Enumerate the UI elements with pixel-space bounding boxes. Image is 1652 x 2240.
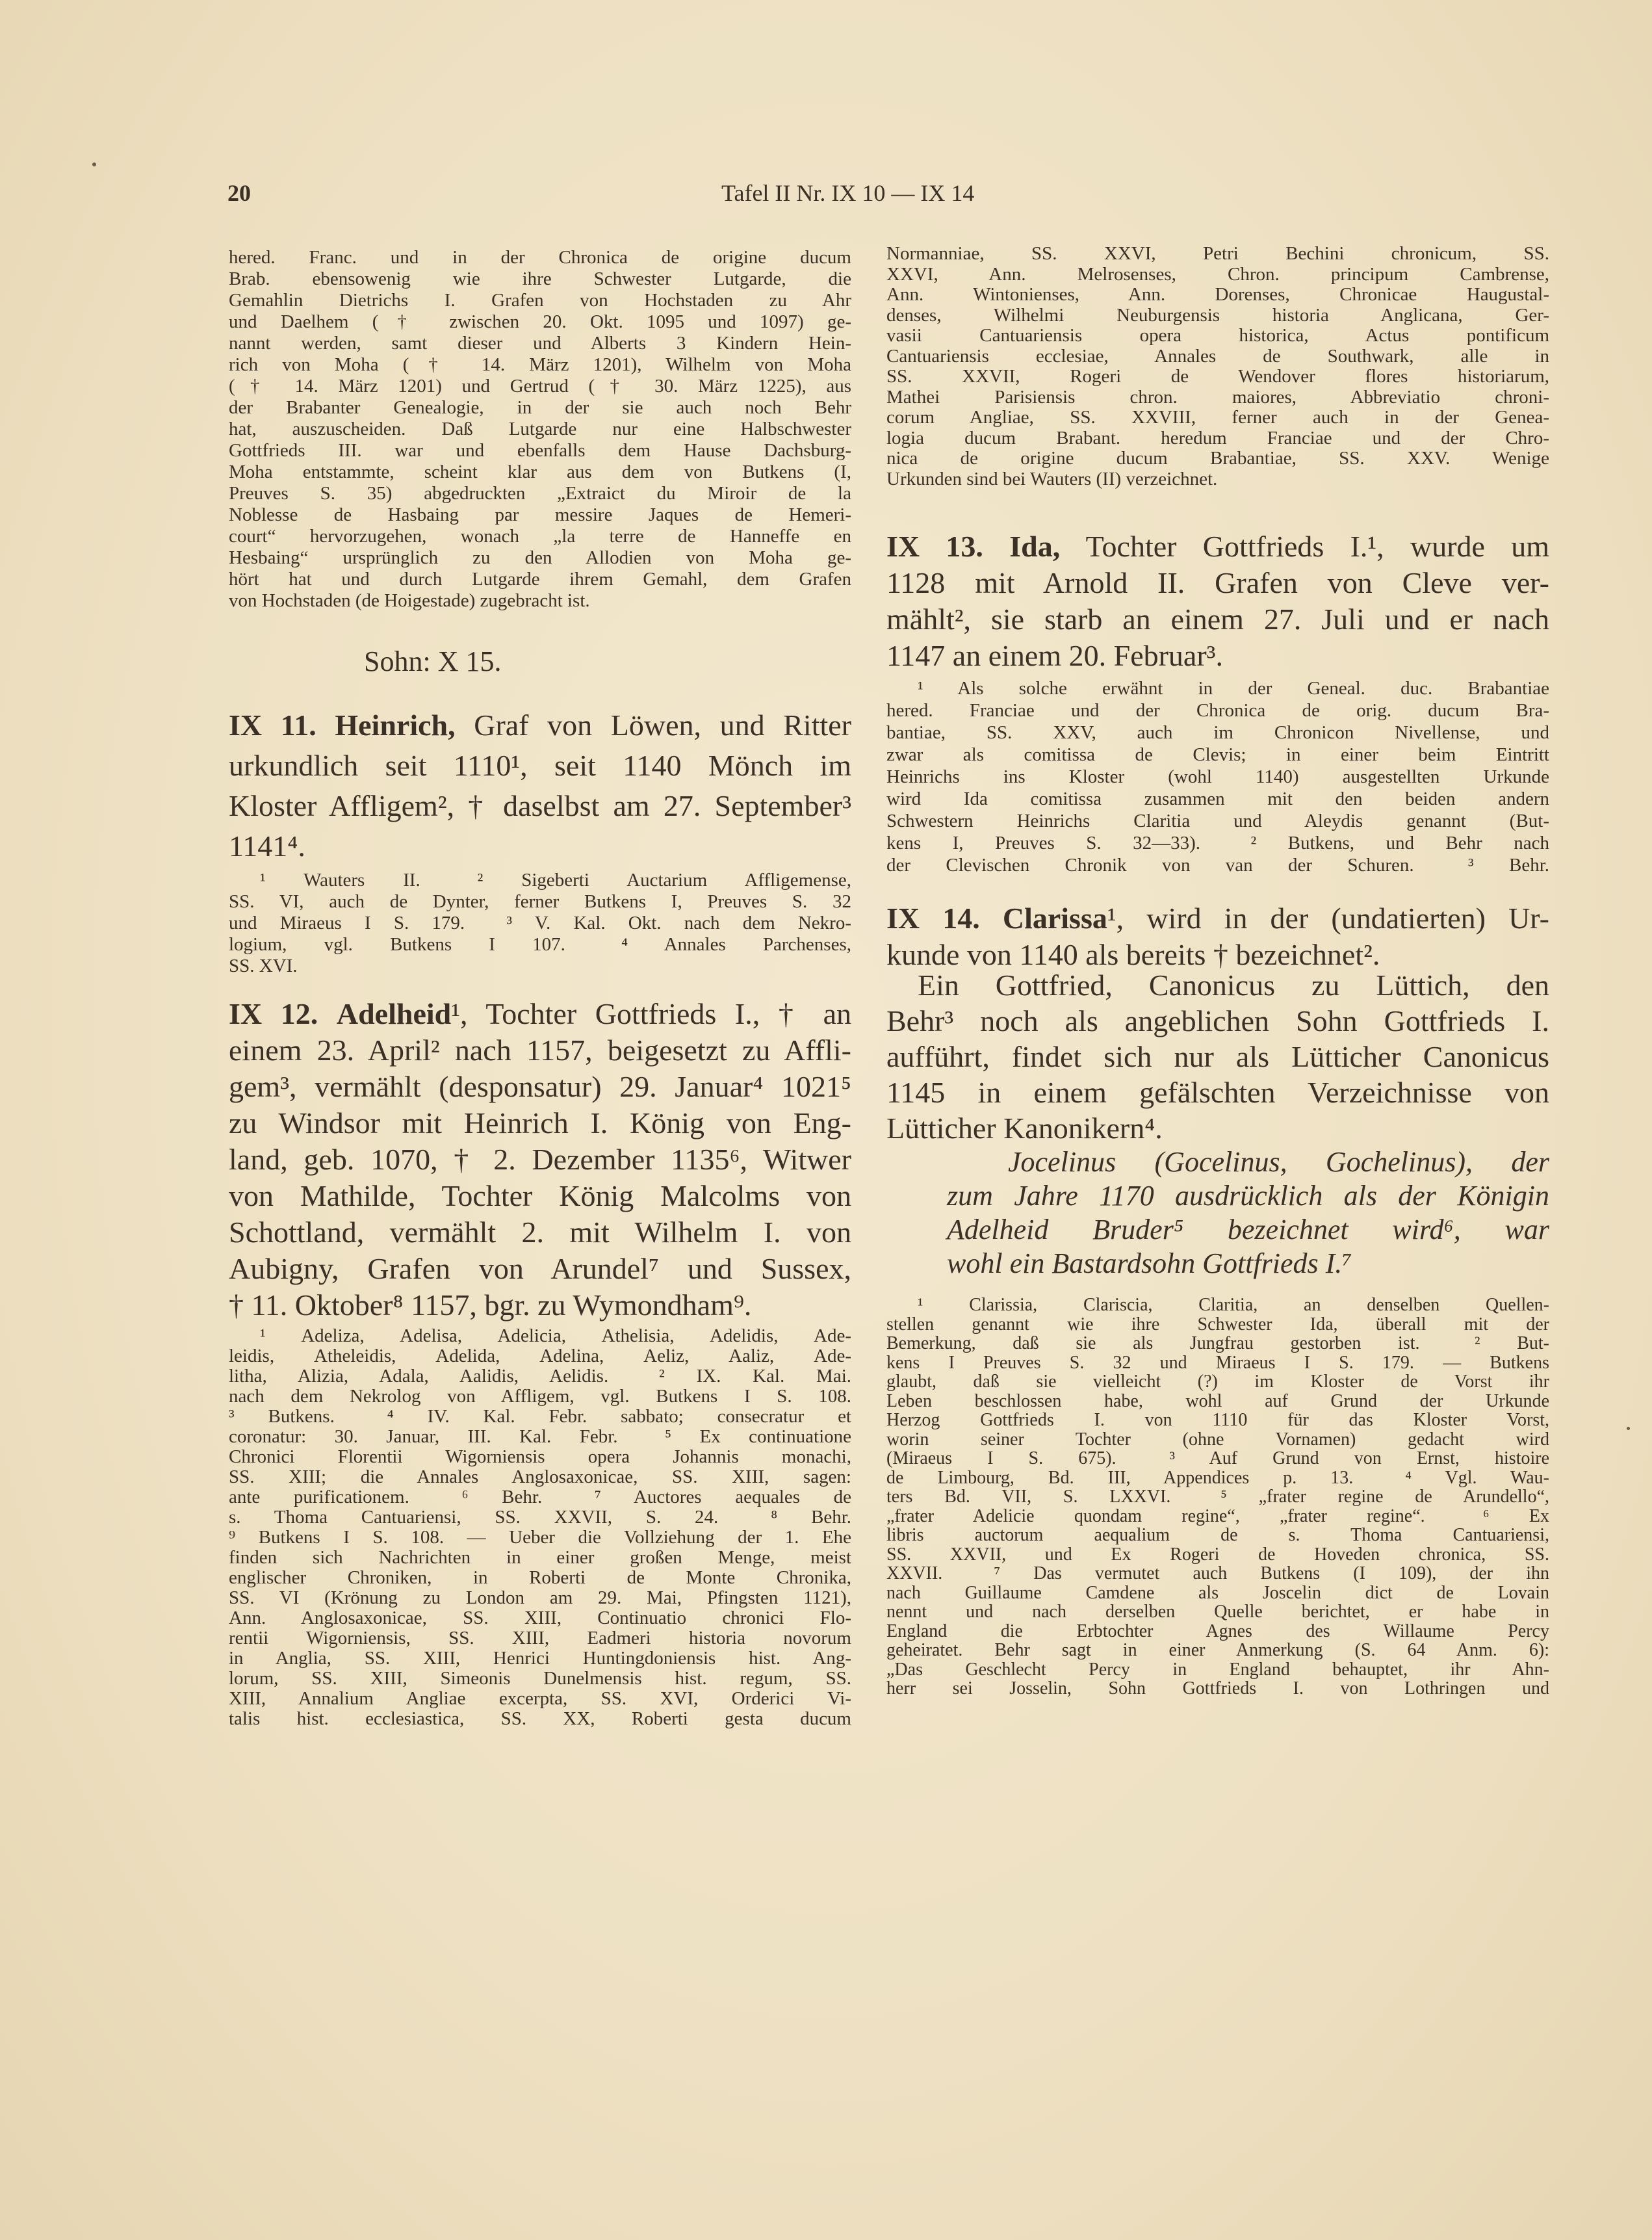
text-line: land, geb. 1070, † 2. Dezember 1135⁶, Witwer bbox=[229, 1143, 851, 1176]
text-line: glaubt, daß sie vielleicht (?) im Kloster de Vorst ihr bbox=[886, 1372, 1549, 1392]
entry-ix-13 bbox=[886, 528, 1549, 674]
text-line: Herzog Gottfrieds I. von 1110 für das Kloster Vorst, bbox=[886, 1410, 1549, 1430]
text-line: Chronici Florentii Wigorniensis opera Johannis monachi, bbox=[229, 1446, 851, 1467]
text-line: aufführt, findet sich nur als Lütticher Canonicus bbox=[886, 1040, 1549, 1073]
text-line: hered. Franc. und in der Chronica de origine ducum bbox=[229, 247, 851, 268]
entry-heading-rest: ¹, Tochter Gottfrieds I., † an bbox=[451, 997, 852, 1030]
text-line: ¹ Als solche erwähnt in der Geneal. duc. Brabantiae bbox=[918, 678, 1549, 699]
intro-paragraph-left bbox=[229, 247, 851, 612]
text-line: SS. VI (Krönung zu London am 29. Mai, Pfingsten 1121), bbox=[229, 1587, 851, 1608]
text-line: ¹ Wauters II. ² Sigeberti Auctarium Affligemense, bbox=[260, 870, 851, 891]
text-line: kens I, Preuves S. 32—33). ² Butkens, und Behr nach bbox=[886, 833, 1549, 853]
text-line: mählt², sie starb an einem 27. Juli und er nach bbox=[886, 603, 1549, 636]
text-line: „Das Geschlecht Percy in England behauptet, ihr Ahn- bbox=[886, 1659, 1549, 1680]
text-line: stellen genannt wie ihre Schwester Ida, überall mit der bbox=[886, 1314, 1549, 1335]
entry-heading-rest: Graf von Löwen, und Ritter bbox=[455, 709, 851, 742]
footnotes-ix-14 bbox=[886, 1296, 1549, 1699]
text-line: (Miraeus I S. 675). ³ Auf Grund von Ernst, histoire bbox=[886, 1448, 1549, 1468]
text-line: hat, auszuscheiden. Daß Lutgarde nur eine Halbschwester bbox=[229, 419, 851, 439]
entry-ix-14 bbox=[886, 900, 1549, 973]
text-line: nach Guillaume Camdene als Joscelin dict de Lovain bbox=[886, 1582, 1549, 1603]
text-line: wird Ida comitissa zusammen mit den beiden andern bbox=[886, 788, 1549, 809]
son-reference: Sohn: X 15. bbox=[364, 645, 502, 677]
text-line: ³ Butkens. ⁴ IV. Kal. Febr. sabbato; consecratur et bbox=[229, 1406, 851, 1427]
text-line: herr sei Josselin, Sohn Gottfrieds I. von Lothringen und bbox=[886, 1678, 1549, 1699]
text-line: († 14. März 1201) und Gertrud († 30. März 1225), aus bbox=[229, 376, 851, 397]
entry-body bbox=[229, 1032, 851, 1323]
footnotes-ix-13 bbox=[886, 677, 1549, 876]
entry-heading-line bbox=[229, 705, 851, 746]
text-line: hered. Franciae und der Chronica de orig. ducum Bra- bbox=[886, 700, 1549, 721]
text-line: nach dem Nekrolog von Affligem, vgl. Butkens I S. 108. bbox=[229, 1386, 851, 1407]
text-line: 1128 mit Arnold II. Grafen von Cleve ver- bbox=[886, 566, 1549, 599]
entry-heading-line bbox=[886, 528, 1549, 565]
entry-name: Heinrich, bbox=[335, 709, 456, 742]
text-line: vasii Cantuariensis opera historica, Actus pontificum bbox=[886, 325, 1549, 346]
jocelinus-paragraph bbox=[947, 1145, 1549, 1281]
text-line: Moha entstammte, scheint klar aus dem von Butkens (I, bbox=[229, 462, 851, 482]
entry-name: Clarissa bbox=[1002, 902, 1107, 935]
text-line: Lütticher Kanonikern⁴. bbox=[886, 1112, 1163, 1145]
text-line: Cantuariensis ecclesiae, Annales de Southwark, alle in bbox=[886, 345, 1549, 367]
paper-speck bbox=[1627, 1427, 1630, 1430]
text-line: von Hochstaden (de Hoigestade) zugebracht ist. bbox=[229, 590, 590, 611]
text-line: Leben beschlossen habe, wohl auf Grund der Urkunde bbox=[886, 1390, 1549, 1411]
text-line: wohl ein Bastardsohn Gottfrieds I.⁷ bbox=[947, 1247, 1352, 1279]
text-line: finden sich Nachrichten in einer großen Menge, meist bbox=[229, 1547, 851, 1568]
text-line: court“ hervorzugehen, wonach „la terre de Hanneffe en bbox=[229, 526, 851, 547]
text-line: 1147 an einem 20. Februar³. bbox=[886, 639, 1223, 672]
entry-body bbox=[886, 565, 1549, 674]
text-line: logia ducum Brabant. heredum Franciae und der Chro- bbox=[886, 427, 1549, 449]
text-line: Heinrichs ins Kloster (wohl 1140) ausgestellten Urkunde bbox=[886, 766, 1549, 787]
text-line: geheiratet. Behr sagt in einer Anmerkung (S. 64 Anm. 6): bbox=[886, 1640, 1549, 1660]
gottfried-paragraph bbox=[886, 967, 1549, 1146]
text-line: und Miraeus I S. 179. ³ V. Kal. Okt. nach dem Nekro- bbox=[229, 913, 851, 933]
text-line: s. Thoma Cantuariensi, SS. XXVII, S. 24. ⁸ Behr. bbox=[229, 1507, 851, 1528]
text-line: XXVII. ⁷ Das vermutet auch Butkens (I 109), der ihn bbox=[886, 1563, 1549, 1583]
text-line: der Brabanter Genealogie, in der sie auch noch Behr bbox=[229, 397, 851, 418]
text-line: Ann. Wintonienses, Ann. Dorenses, Chronicae Haugustal- bbox=[886, 284, 1549, 305]
text-line: Gottfrieds III. war und ebenfalls dem Hause Dachsburg- bbox=[229, 440, 851, 461]
text-line: einem 23. April² nach 1157, beigesetzt zu Affli- bbox=[229, 1034, 851, 1067]
text-line: rentii Wigorniensis, SS. XIII, Eadmeri historia novorum bbox=[229, 1628, 851, 1648]
text-line: Schwestern Heinrichs Claritia und Aleydis genannt (But- bbox=[886, 811, 1549, 831]
text-line: lorum, SS. XIII, Simeonis Dunelmensis hist. regum, SS. bbox=[229, 1668, 851, 1689]
text-line: nennt und nach derselben Quelle berichtet, er habe in bbox=[886, 1602, 1549, 1622]
text-line: SS. VI, auch de Dynter, ferner Butkens I, Preuves S. 32 bbox=[229, 891, 851, 912]
text-line: Preuves S. 35) abgedruckten „Extraict du Miroir de la bbox=[229, 483, 851, 504]
text-line: Adelheid Bruder⁵ bezeichnet wird⁶, war bbox=[947, 1214, 1549, 1245]
entry-name: Ida, bbox=[1009, 530, 1061, 563]
text-line: worin seiner Tochter (ohne Vornamen) gedacht wird bbox=[886, 1429, 1549, 1450]
text-line: 1141⁴. bbox=[229, 829, 305, 863]
entry-label: IX 14. bbox=[886, 902, 980, 935]
text-line: Brab. ebensowenig wie ihre Schwester Lutgarde, die bbox=[229, 268, 851, 289]
text-line: kunde von 1140 als bereits † bezeichnet². bbox=[886, 938, 1380, 971]
text-line: talis hist. ecclesiastica, SS. XX, Roberti gesta ducum bbox=[229, 1708, 851, 1729]
text-line: rich von Moha († 14. März 1201), Wilhelm von Moha bbox=[229, 354, 851, 375]
text-line: Aubigny, Grafen von Arundel⁷ und Sussex, bbox=[229, 1252, 851, 1285]
text-line: SS. XXVII, Rogeri de Wendover flores historiarum, bbox=[886, 366, 1549, 387]
entry-name: Adelheid bbox=[336, 997, 452, 1030]
text-line: Jocelinus (Gocelinus, Gochelinus), der bbox=[1008, 1146, 1549, 1178]
text-line: nica de origine ducum Brabantiae, SS. XXV. Wenige bbox=[886, 448, 1549, 469]
text-line: von Mathilde, Tochter König Malcolms von bbox=[229, 1179, 851, 1212]
text-line: urkundlich seit 1110¹, seit 1140 Mönch im bbox=[229, 749, 851, 782]
text-line: litha, Alizia, Adala, Aalidis, Aelidis. ² IX. Kal. Mai. bbox=[229, 1366, 851, 1387]
text-line: englischer Chroniken, in Roberti de Monte Chronika, bbox=[229, 1567, 851, 1588]
text-line: zwar als comitissa de Clevis; in einer beim Eintritt bbox=[886, 744, 1549, 765]
footnotes-ix-12 bbox=[229, 1326, 851, 1729]
text-line: de Limbourg, Bd. III, Appendices p. 13. ⁴ Vgl. Wau- bbox=[886, 1467, 1549, 1488]
running-title: Tafel II Nr. IX 10 — IX 14 bbox=[721, 180, 975, 206]
intro-paragraph-right bbox=[886, 244, 1549, 489]
text-line: Urkunden sind bei Wauters (II) verzeichnet. bbox=[886, 468, 1218, 489]
entry-body bbox=[229, 746, 851, 866]
text-line: libris auctorum aequalium de s. Thoma Cantuariensi, bbox=[886, 1525, 1549, 1545]
text-line: corum Angliae, SS. XXVIII, ferner auch in der Genea- bbox=[886, 407, 1549, 428]
entry-ix-12 bbox=[229, 996, 851, 1323]
text-line: kens I Preuves S. 32 und Miraeus I S. 179. — Butkens bbox=[886, 1352, 1549, 1373]
text-line: SS. XVI. bbox=[229, 956, 298, 976]
paper-speck bbox=[92, 163, 96, 166]
entry-label: IX 13. bbox=[886, 530, 983, 563]
text-line: nannt werden, samt dieser und Alberts 3 Kindern Hein- bbox=[229, 333, 851, 354]
text-line: in Anglia, SS. XIII, Henrici Huntingdoniensis hist. Ang- bbox=[229, 1648, 851, 1669]
text-line: zu Windsor mit Heinrich I. König von Eng- bbox=[229, 1106, 851, 1140]
text-line: 1145 in einem gefälschten Verzeichnisse von bbox=[886, 1076, 1549, 1109]
text-line: ¹ Clarissia, Clariscia, Claritia, an denselben Quellen- bbox=[918, 1295, 1549, 1315]
entry-heading-line bbox=[229, 996, 851, 1032]
entry-ix-11 bbox=[229, 705, 851, 866]
text-line: ¹ Adeliza, Adelisa, Adelicia, Athelisia, Adelidis, Ade- bbox=[260, 1325, 851, 1346]
page-number: 20 bbox=[227, 180, 251, 206]
entry-heading-rest: Tochter Gottfrieds I.¹, wurde um bbox=[1060, 530, 1550, 563]
text-line: ante purificationem. ⁶ Behr. ⁷ Auctores aequales de bbox=[229, 1487, 851, 1507]
text-line: XXVI, Ann. Melrosenses, Chron. principum Cambrense, bbox=[886, 263, 1549, 285]
text-line: denses, Wilhelmi Neuburgensis historia Anglicana, Ger- bbox=[886, 304, 1549, 326]
text-line: † 11. Oktober⁸ 1157, bgr. zu Wymondham⁹. bbox=[229, 1288, 752, 1322]
text-line: Ein Gottfried, Canonicus zu Lüttich, den bbox=[918, 969, 1549, 1002]
text-line: Behr³ noch als angeblichen Sohn Gottfrieds I. bbox=[886, 1004, 1549, 1037]
entry-label: IX 11. bbox=[229, 709, 316, 742]
text-line: England die Erbtochter Agnes des Willaume Percy bbox=[886, 1621, 1549, 1641]
text-line: Noblesse de Hasbaing par messire Jaques de Hemeri- bbox=[229, 504, 851, 525]
text-line: Normanniae, SS. XXVI, Petri Bechini chronicum, SS. bbox=[886, 243, 1549, 264]
text-line: ters Bd. VII, S. LXXVI. ⁵ „frater regine de Arundello“, bbox=[886, 1487, 1549, 1507]
text-line: zum Jahre 1170 ausdrücklich als der Königin bbox=[947, 1180, 1549, 1212]
entry-label: IX 12. bbox=[229, 997, 318, 1030]
text-line: SS. XXVII, und Ex Rogeri de Hoveden chronica, SS. bbox=[886, 1544, 1549, 1565]
text-line: SS. XIII; die Annales Anglosaxonicae, SS. XIII, sagen: bbox=[229, 1466, 851, 1487]
text-line: „frater Adelicie quondam regine“, „frater regine“. ⁶ Ex bbox=[886, 1505, 1549, 1526]
text-line: coronatur: 30. Januar, III. Kal. Febr. ⁵ Ex continuatione bbox=[229, 1426, 851, 1447]
text-line: hört hat und durch Lutgarde ihrem Gemahl, dem Grafen bbox=[229, 569, 851, 590]
text-line: gem³, vermählt (desponsatur) 29. Januar⁴ 1021⁵ bbox=[229, 1070, 851, 1103]
entry-heading-rest: ¹, wird in der (undatierten) Ur- bbox=[1107, 902, 1549, 935]
text-line: ⁹ Butkens I S. 108. — Ueber die Vollziehung der 1. Ehe bbox=[229, 1527, 851, 1548]
text-line: und Daelhem († zwischen 20. Okt. 1095 und 1097) ge- bbox=[229, 311, 851, 332]
text-line: leidis, Atheleidis, Adelida, Adelina, Aeliz, Aaliz, Ade- bbox=[229, 1346, 851, 1366]
text-line: Ann. Anglosaxonicae, SS. XIII, Continuatio chronici Flo- bbox=[229, 1608, 851, 1628]
text-line: bantiae, SS. XXV, auch im Chronicon Nivellense, und bbox=[886, 722, 1549, 743]
text-line: logium, vgl. Butkens I 107. ⁴ Annales Parchenses, bbox=[229, 934, 851, 955]
text-line: der Clevischen Chronik von van der Schuren. ³ Behr. bbox=[886, 855, 1549, 876]
text-line: Gemahlin Dietrichs I. Grafen von Hochstaden zu Ahr bbox=[229, 290, 851, 311]
entry-heading-line bbox=[886, 900, 1549, 937]
text-line: Hesbaing“ ursprünglich zu den Allodien von Moha ge- bbox=[229, 547, 851, 568]
text-line: Kloster Affligem², † daselbst am 27. September³ bbox=[229, 789, 851, 822]
text-line: Schottland, vermählt 2. mit Wilhelm I. von bbox=[229, 1216, 851, 1249]
text-line: XIII, Annalium Angliae excerpta, SS. XVI, Orderici Vi- bbox=[229, 1688, 851, 1709]
text-line: Mathei Parisiensis chron. maiores, Abbreviatio chroni- bbox=[886, 386, 1549, 408]
footnotes-ix-11 bbox=[229, 870, 851, 977]
text-line: Bemerkung, daß sie als Jungfrau gestorben ist. ² But- bbox=[886, 1333, 1549, 1353]
